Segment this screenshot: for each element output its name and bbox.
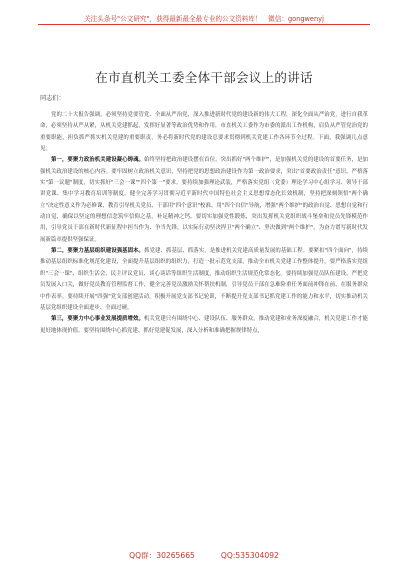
paragraph-text: 机关党建只有围绕中心、建设队伍、服务群众，推动党建和业务深度融合，机关党建工作才能更好地体现价值。要坚持围绕中心抓党建、抓好党建促发展，深入分析和准确把握规律特点， [40,316,368,334]
footer-contact [0,543,408,562]
paragraph-text: 抓党建、抓基层、抓落实，是推进机关党建高质量发展的基础工程。要紧扣"四个面向"，持续推动基层组织标准化规范化建设，全面提升基层组织的组织力，打造一批示范党支部，推动全市机关党建工作整体提升。要严格落实党组织"三会一课"、组织生活会、民主评议党员、谈心谈话等组织生活制度，推动组织生活规范化常态化。要持续加强党员队伍建设，严把党员发展入口关，做好党员教育管理监督工作，健全完善党员激励关怀帮扶机制，引导党员干部在急难险重任务面前冲锋在前、在服务群众中作表率。要持续开展"四强"党支部创建活动，积极开展党支部书记轮训，不断提升党支部书记抓党建工作的能力和水平，切实推动机关基层党组织建设全面进步、全面过硬。 [40,248,368,311]
paragraph-text: 始终坚持把政治建设摆在首位，突出抓好"两个维护"，是加强机关党的建设的首要任务，是加强机关政治建设的核心内容。要牢固树立政治机关意识，坚持把党的思想政治建设作为第一政治要求，突出"首要政治责任"意识，严格落实"第一议题"制度，切实抓好"三会一课""四个第一"要求。要持续加强理论武装，严格落实党组（党委）理论学习中心组学习、领导干部讲党课、集中学习教育培训等制度。健全完善学习贯彻习近平新时代中国特色社会主义思想常态化长效机制，坚持把深刻领悟"两个确立"决定性意义作为必修课，教育引导机关党员、干部用"四个意识"校准、用"四个自信"导航，增强"两个维护"的政治自觉、思想自觉和行动自觉，确保以坚定的理想信念筑牢信仰之基，补足精神之钙。要切实加强党性锻炼，突出发挥机关党组织战斗堡垒和党员先锋模范作用，引导党员干部在新时代新征程中担当作为、争当先锋，以实际行动坚决捍卫"两个确立"、坚决做到"两个维护"，为奋力谱写新时代发展新篇章提供坚强保证。 [40,157,368,243]
footer-qq: QQ:535304092 [220,551,279,560]
footer-qq-group: QQ群：30265665 [129,551,195,560]
paragraph-lead: 第二，要聚力基层组织建设强基固本。 [51,248,145,255]
paragraph-second [40,246,368,314]
paragraph-first [40,155,368,246]
paragraph-third [40,314,368,337]
paragraph-intro [40,110,368,155]
header-banner [38,6,370,25]
paragraph-lead: 第一，要聚力政治机关建设凝心铸魂。 [51,157,145,164]
header-banner-text: 关注头条号"公文研究"，获得最新最全最专业的公文资料库！ 微信：gongwenyj [84,15,324,23]
document-body [40,110,368,337]
document-title: 在市直机关工委全体干部会议上的讲话 [95,70,313,85]
paragraph-lead: 第三，要聚力中心事业发展提质增效。 [51,316,144,323]
paragraph-text: 党的二十大报告强调，必须坚持党要管党、全面从严治党，深入推进新时代党的建设新的伟大工程，深化全面从严治党，进行自我革命，必须坚持从严从紧，从机关党建抓起，发挥好显著等政治优势和作用，市直机关工委作为市委的派出工作机构，肩负从严管党治党的重要职能，担负抓严抓实机关党建的重要职责，务必将新时代党的建设总要求贯彻到机关党建工作各环节全过程。下面，我强调几点意见。 [40,112,368,153]
salutation: 同志们： [40,95,65,102]
